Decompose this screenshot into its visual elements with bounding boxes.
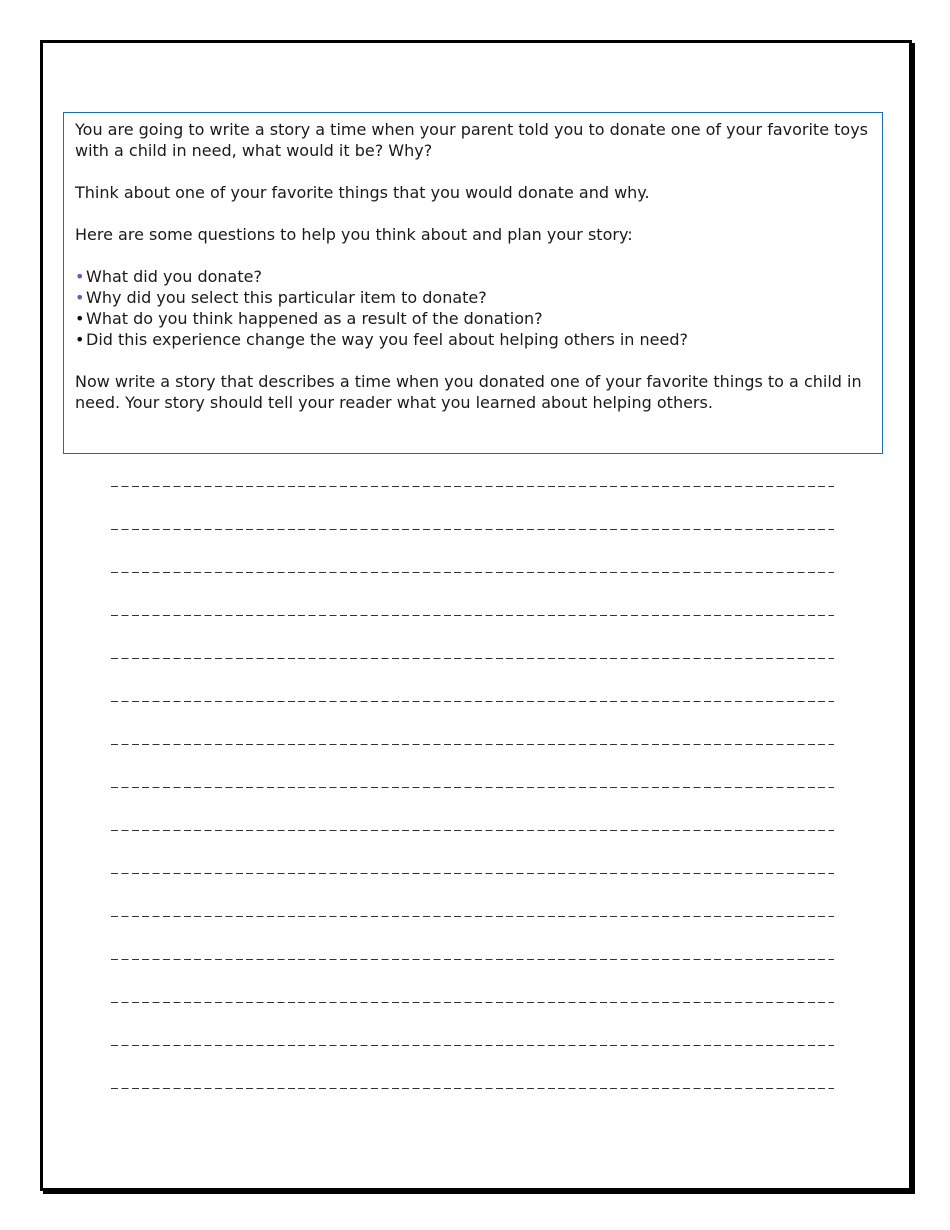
writing-line[interactable] — [111, 787, 834, 788]
writing-line[interactable] — [111, 1088, 834, 1089]
bullet-icon: • — [75, 267, 85, 286]
writing-line[interactable] — [111, 916, 834, 917]
writing-line[interactable] — [111, 658, 834, 659]
writing-line[interactable] — [111, 959, 834, 960]
writing-line[interactable] — [111, 486, 834, 487]
prompt-think: Think about one of your favorite things that you would donate and why. — [75, 183, 650, 202]
bullet-icon: • — [75, 288, 85, 307]
writing-line[interactable] — [111, 1045, 834, 1046]
writing-line[interactable] — [111, 701, 834, 702]
writing-line[interactable] — [111, 744, 834, 745]
bullet-icon: • — [75, 309, 85, 328]
question-item: •What do you think happened as a result of the donation? — [75, 309, 543, 328]
question-item: •What did you donate? — [75, 267, 262, 286]
writing-lines — [111, 486, 834, 1131]
writing-line[interactable] — [111, 615, 834, 616]
question-item: •Why did you select this particular item to donate? — [75, 288, 487, 307]
prompt-closing: Now write a story that describes a time when you donated one of your favorite things to a child in need. Your story should tell your reader what you learned about helping others. — [75, 372, 862, 412]
prompt-intro: You are going to write a story a time when your parent told you to donate one of your favorite toys with a child in need, what would it be? Why? — [75, 120, 868, 160]
writing-prompt-box — [63, 112, 883, 454]
question-item: •Did this experience change the way you feel about helping others in need? — [75, 330, 689, 349]
writing-line[interactable] — [111, 1002, 834, 1003]
writing-line[interactable] — [111, 529, 834, 530]
writing-line[interactable] — [111, 830, 834, 831]
writing-line[interactable] — [111, 873, 834, 874]
prompt-questions-lead: Here are some questions to help you think about and plan your story: — [75, 225, 633, 244]
question-list — [75, 266, 871, 350]
writing-line[interactable] — [111, 572, 834, 573]
bullet-icon: • — [75, 330, 85, 349]
